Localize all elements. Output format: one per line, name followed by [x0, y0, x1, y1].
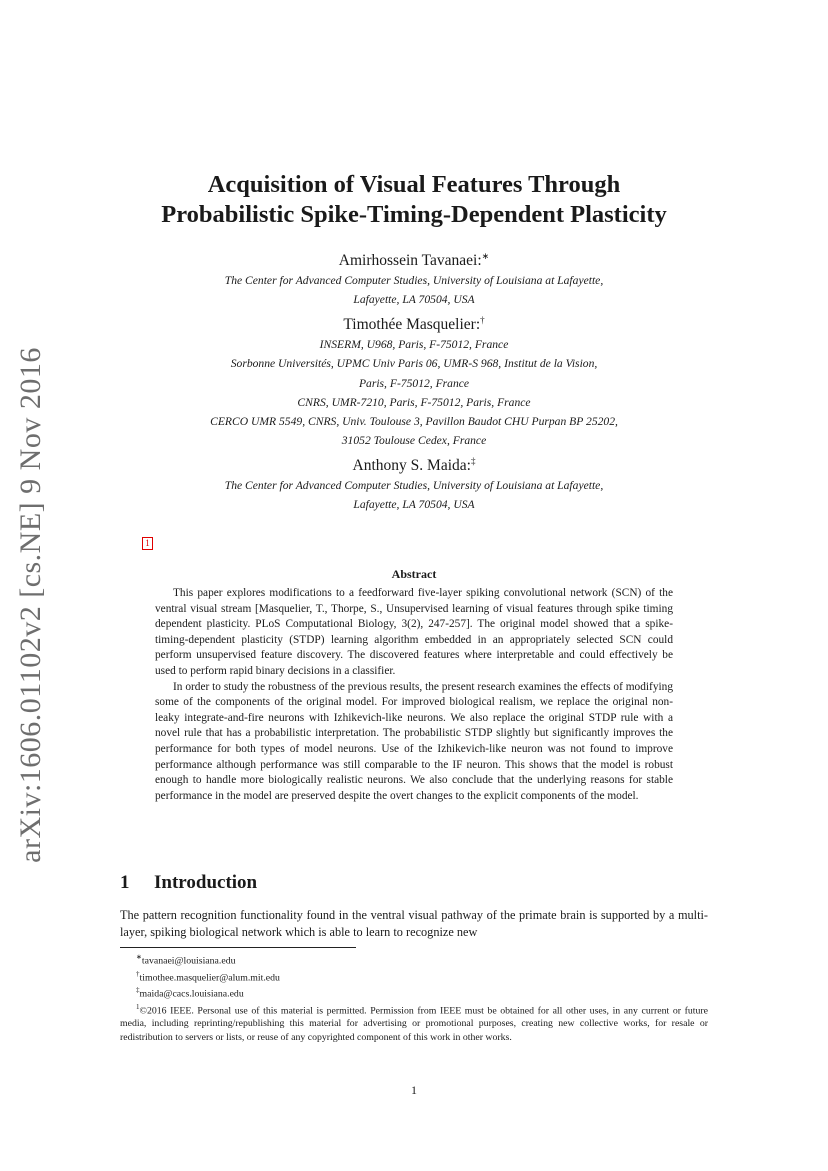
author-name: Timothée Masquelier:† — [343, 314, 485, 333]
author-affiliation: The Center for Advanced Computer Studies, University of Louisiana at Lafayette, — [224, 478, 604, 492]
author-affiliation: Lafayette, LA 70504, USA — [353, 498, 475, 512]
section-body: The pattern recognition functionality found in the ventral visual pathway of the primate brain is supported by a multi-layer, spiking biological network which is able to learn to recognize new — [120, 908, 708, 939]
author-name: Amirhossein Tavanaei:∗ — [338, 251, 490, 270]
author-affiliation: CERCO UMR 5549, CNRS, Univ. Toulouse 3, Pavillon Baudot CHU Purpan BP 25202, — [210, 415, 618, 429]
abstract-paragraph: In order to study the robustness of the previous results, the present research examines the effects of modifying some of the components of the original model. For improved biological realism, we replace the original non-leaky integrate-and-fire neurons with Izhikevich-like neurons. We also replace the original STDP rule with a novel rule that has a probabilistic interpretation. The probabilistic STDP slightly but significantly improves the performance for both types of model neurons. Use of the Izhikevich-like neuron was not found to improve performance although performance was still comparable to the IF neuron. This shows that the model is robust enough to handle more biologically realistic neurons. We also conclude that the underlying reasons for stable performance in the model are preserved despite the overt changes to the explicit components of the model. — [155, 680, 673, 802]
paper-title — [100, 170, 728, 230]
arxiv-identifier: arXiv:1606.01102v2 [cs.NE] 9 Nov 2016 — [14, 347, 47, 863]
footnote: ∗tavanaei@louisiana.edu — [136, 953, 236, 967]
title-line-1: Acquisition of Visual Features Through — [207, 171, 621, 198]
section-title: Introduction — [154, 872, 258, 893]
page-number: 1 — [411, 1083, 417, 1097]
author-affiliation: Lafayette, LA 70504, USA — [353, 293, 475, 307]
arxiv-side-stamp — [10, 347, 52, 863]
footnotes — [120, 951, 708, 1044]
author-affiliation: INSERM, U968, Paris, F-75012, France — [319, 337, 509, 351]
footnote: †timothee.masquelier@alum.mit.edu — [136, 969, 280, 983]
author-name: Anthony S. Maida:‡ — [352, 455, 476, 474]
footnote: ‡maida@cacs.louisiana.edu — [136, 986, 244, 1000]
author-affiliation: 31052 Toulouse Cedex, France — [341, 434, 487, 448]
author-block — [120, 246, 708, 514]
author-affiliation: Sorbonne Universités, UPMC Univ Paris 06, UMR-S 968, Institut de la Vision, — [230, 357, 598, 371]
abstract-body — [155, 586, 673, 804]
section-heading — [120, 872, 257, 894]
footnote-divider — [120, 947, 356, 948]
abstract-heading: Abstract — [391, 567, 437, 581]
author-affiliation: Paris, F-75012, France — [358, 376, 470, 390]
section-number: 1 — [120, 872, 130, 893]
copyright-footnote: $^1$©2016 IEEE. Personal use of this material is permitted. Permission from IEEE must be obtained for all other uses, in any current or future media, including reprinting/republishing this material for advertising or promotional purposes, creating new collective works, for resale or redistribution to servers or lists, or reuse of any copyrighted component of this work in other works. — [120, 1002, 708, 1043]
author-affiliation: CNRS, UMR-7210, Paris, F-75012, Paris, France — [297, 395, 531, 409]
abstract-paragraph: This paper explores modifications to a feedforward five-layer spiking convolutional network (SCN) of the ventral visual stream [Masquelier, T., Thorpe, S., Unsupervised learning of visual features through spike timing dependent plasticity. PLoS Computational Biology, 3(2), 247-257]. The original model showed that a spike-timing-dependent plasticity (STDP) learning algorithm embedded in an appropriately selected SCN could perform unsupervised feature discovery. The discovered features where interpretable and could effectively be used to perform rapid binary decisions in a classifier. — [155, 587, 673, 677]
footnote-link[interactable]: 1 — [142, 537, 153, 550]
author-affiliation: The Center for Advanced Computer Studies, University of Louisiana at Lafayette, — [224, 274, 604, 288]
title-line-2: Probabilistic Spike-Timing-Dependent Plasticity — [161, 201, 667, 228]
